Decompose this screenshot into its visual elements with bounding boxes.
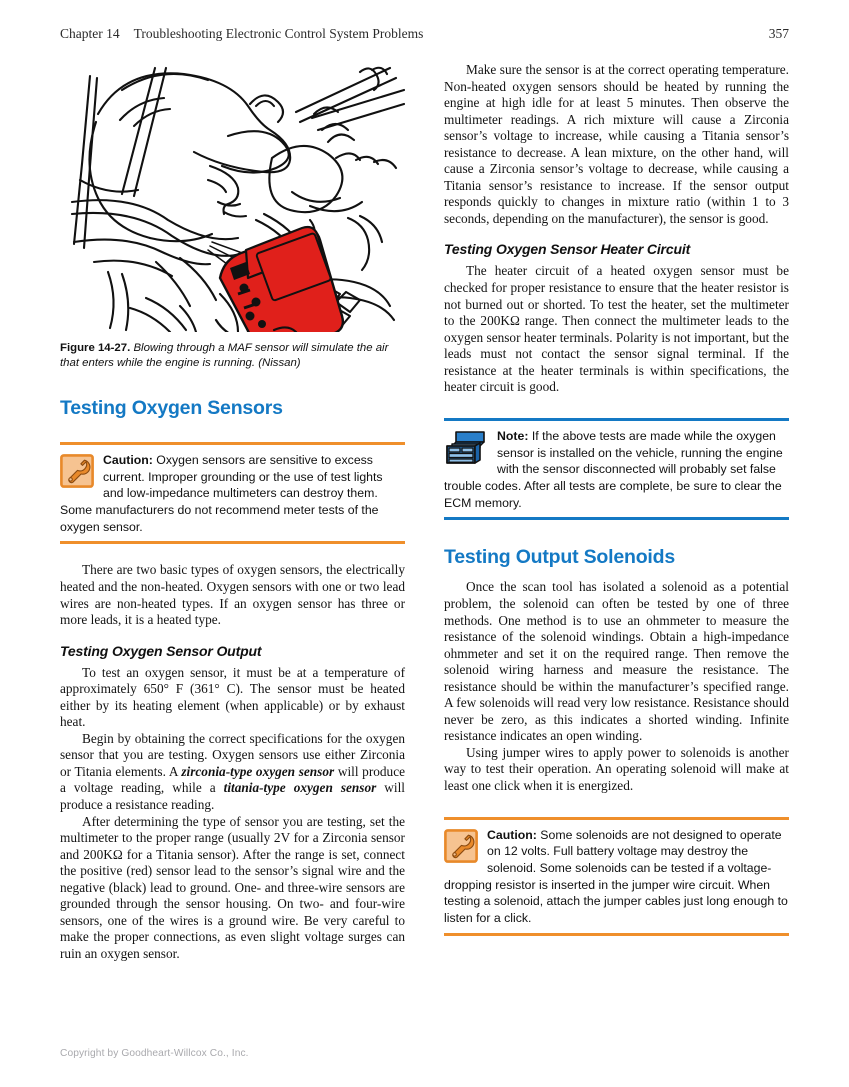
left-column (60, 62, 405, 1012)
caution-text (60, 452, 405, 536)
note-text (444, 428, 789, 512)
paragraph-heater-circuit: The heater circuit of a heated oxygen sensor must be checked for proper resistance to ensure that the heater resistor is not burned out or shorted. To test the heater, set the multimeter to the 200KΩ range. Then connect the multimeter leads to the oxygen sensor heater terminals. Polarity is not important, but the leads must not contact the sensor signal terminal. If the resistance at the heater terminals is within specifications, the heater circuit is good. (444, 263, 789, 395)
caution-body: Oxygen sensors are sensitive to excess current. Improper grounding or the use of test lights and low-impedance multimeters can destroy them. Some manufacturers do not recommend meter tests of the oxygen sensor. (60, 452, 383, 534)
caution2-lead: Caution: (487, 827, 537, 842)
figure-number: Figure 14-27. (60, 342, 131, 354)
chapter-number: Chapter 14 (60, 26, 120, 41)
para3-part1: Begin by obtaining the correct specifications for the oxygen sensor that you are testing. Oxygen sensors use either Zirconia or Titania elements. A (60, 730, 405, 779)
term-titania-type-oxygen-sensor: titania-type oxygen sensor (223, 780, 377, 796)
right-column (444, 62, 789, 1012)
paragraph-jumper-wires: Using jumper wires to apply power to solenoids is another way to test their operation. An operating solenoid will make at least one click when it is energized. (444, 744, 789, 793)
paragraph-operating-temperature: Make sure the sensor is at the correct operating temperature. Non-heated oxygen sensors should be heated by running the engine at high idle for at least 5 minutes. Then observe the multimeter readings. A rich mixture will cause a Zirconia sensor’s voltage to increase, while causing a Titania sensor’s resistance to decrease. A lean mixture, on the other hand, will cause a Zirconia sensor’s voltage to decrease, while causing a Titania sensor’s resistance to increase. If the sensor output responds quickly to changes in mixture ratio (within 1 to 3 seconds, depending on the manufacturer), the sensor is good. (444, 62, 789, 226)
copyright-footer: Copyright by Goodheart-Willcox Co., Inc. (60, 1048, 249, 1059)
heading-testing-oxygen-sensor-output: Testing Oxygen Sensor Output (60, 642, 262, 659)
heading-testing-oxygen-sensors: Testing Oxygen Sensors (60, 396, 283, 419)
paragraph-sensor-temperature: To test an oxygen sensor, it must be at a temperature of approximately 650° F (361° C). The sensor must be heated either by its heating element (when applicable) or by exhaust heat. (60, 664, 405, 730)
paragraph-multimeter-hookup: After determining the type of sensor you are testing, set the multimeter to the proper range (usually 2V for a Zirconia sensor and 200KΩ for a Titania sensor). After the range is set, connect the positive (red) sensor lead to the sensor’s signal wire and the negative (black) lead to ground. One- and three-wire sensors are grounded through the sensor housing. On two- and four-wire sensors, one of the wires is a ground wire. Be very careful to make the proper connections, as even slight voltage surges can ruin an oxygen sensor. (60, 813, 405, 961)
figure-caption-text: Blowing through a MAF sensor will simulate the air that enters while the engine is running. (Nissan) (60, 342, 389, 369)
para3-part3: will produce a resistance reading. (60, 780, 405, 813)
two-column-body (60, 62, 789, 1012)
toolbox-icon (444, 430, 488, 471)
paragraph-sensor-specifications (60, 731, 405, 814)
caution-callout-solenoids (444, 817, 789, 936)
note-callout-ecm-memory (444, 418, 789, 521)
paragraph-oxygen-sensor-types: There are two basic types of oxygen sensors, the electrically heated and the non-heated. Oxygen sensors with one or two lead wires are non-heated types. If an oxygen sensor has three or more leads, it is a heated type. (60, 562, 405, 628)
term-zirconia-type-oxygen-sensor: zirconia-type oxygen sensor (181, 763, 335, 779)
caution-rule-bottom (60, 541, 405, 544)
para3-part2: will produce a voltage reading, while a (60, 763, 405, 796)
figure-block (60, 62, 405, 371)
running-head (60, 26, 789, 42)
paragraph-solenoid-resistance: Once the scan tool has isolated a solenoid as a potential problem, the solenoid can often be tested by one of three methods. One method is to use an ohmmeter to measure the resistance of the solenoid windings. Obtain a high-impedance ohmmeter and set it on the required range. Then remove the solenoid wiring harness and measure the resistance. The resistance should be within the manufacturer’s specified range. A few solenoids will read very low resistance. Resistance should never be zero, as this indicates a shorted winding. Infinite resistance indicates an open winding. (444, 579, 789, 744)
maf-sensor-illustration (60, 62, 405, 332)
note-lead: Note: (497, 428, 529, 443)
note-body: If the above tests are made while the oxygen sensor is installed on the vehicle, running the engine with the sensor disconnected will probably set false trouble codes. After all tests are complete, be sure to clear the ECM memory. (444, 428, 783, 510)
heading-testing-output-solenoids: Testing Output Solenoids (444, 546, 675, 569)
wrench-icon (60, 454, 94, 493)
caution2-rule-bottom (444, 933, 789, 936)
chapter-title: Troubleshooting Electronic Control System Problems (133, 26, 424, 41)
caution-lead: Caution: (103, 452, 153, 467)
page-number: 357 (768, 26, 789, 41)
note-rule-bottom (444, 517, 789, 520)
heading-testing-oxygen-sensor-heater-circuit: Testing Oxygen Sensor Heater Circuit (444, 241, 691, 258)
technician-blowing-maf-sensor-icon (60, 62, 405, 332)
caution2-text (444, 827, 789, 927)
figure-caption (60, 341, 405, 371)
caution-callout-oxygen-sensors (60, 442, 405, 545)
wrench-icon (444, 829, 478, 868)
caution2-body: Some solenoids are not designed to operate on 12 volts. Full battery voltage may destroy the solenoid. Some solenoids can be tested if a voltage-dropping resistor is inserted in the jumper wire circuit. When testing a solenoid, attach the jumper cables just long enough to listen for a click. (444, 827, 788, 926)
